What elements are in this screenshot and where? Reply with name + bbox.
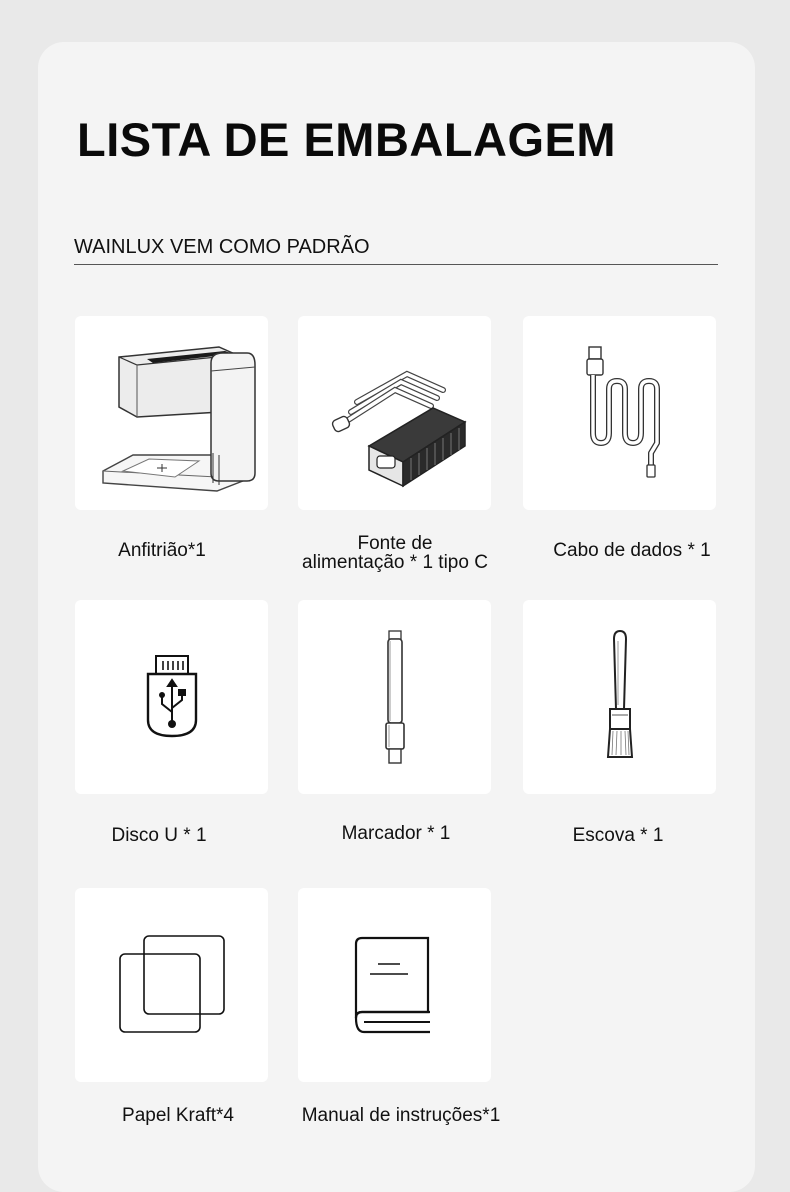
item-label-data-cable: Cabo de dados * 1 xyxy=(553,540,711,561)
manual-book-icon xyxy=(350,930,440,1040)
item-tile-brush xyxy=(523,600,716,794)
item-label-host: Anfitrião*1 xyxy=(118,540,206,561)
item-tile-manual xyxy=(298,888,491,1082)
item-label-brush: Escova * 1 xyxy=(572,825,664,846)
item-label-power-adapter-line2: alimentação * 1 tipo C xyxy=(302,552,488,573)
kraft-paper-icon xyxy=(112,930,232,1040)
item-label-power-adapter-line1: Fonte de xyxy=(357,533,433,554)
usb-cable-icon xyxy=(575,343,665,483)
section-divider xyxy=(74,264,718,265)
page-title: LISTA DE EMBALAGEM xyxy=(77,113,617,166)
item-tile-kraft-paper xyxy=(75,888,268,1082)
section-subtitle: WAINLUX VEM COMO PADRÃO xyxy=(74,236,370,258)
item-tile-data-cable xyxy=(523,316,716,510)
item-tile-marker xyxy=(298,600,491,794)
item-label-kraft-paper: Papel Kraft*4 xyxy=(122,1105,234,1126)
item-label-u-disk: Disco U * 1 xyxy=(111,825,207,846)
item-label-marker: Marcador * 1 xyxy=(341,823,451,844)
brush-icon xyxy=(600,627,640,767)
item-tile-host xyxy=(75,316,268,510)
item-label-power-adapter xyxy=(275,534,515,572)
item-label-manual: Manual de instruções*1 xyxy=(301,1105,501,1126)
power-adapter-icon xyxy=(315,338,475,488)
item-tile-power-adapter xyxy=(298,316,491,510)
usb-drive-icon xyxy=(142,652,202,742)
marker-pen-icon xyxy=(380,627,410,767)
item-tile-u-disk xyxy=(75,600,268,794)
laser-engraver-icon xyxy=(87,323,257,503)
